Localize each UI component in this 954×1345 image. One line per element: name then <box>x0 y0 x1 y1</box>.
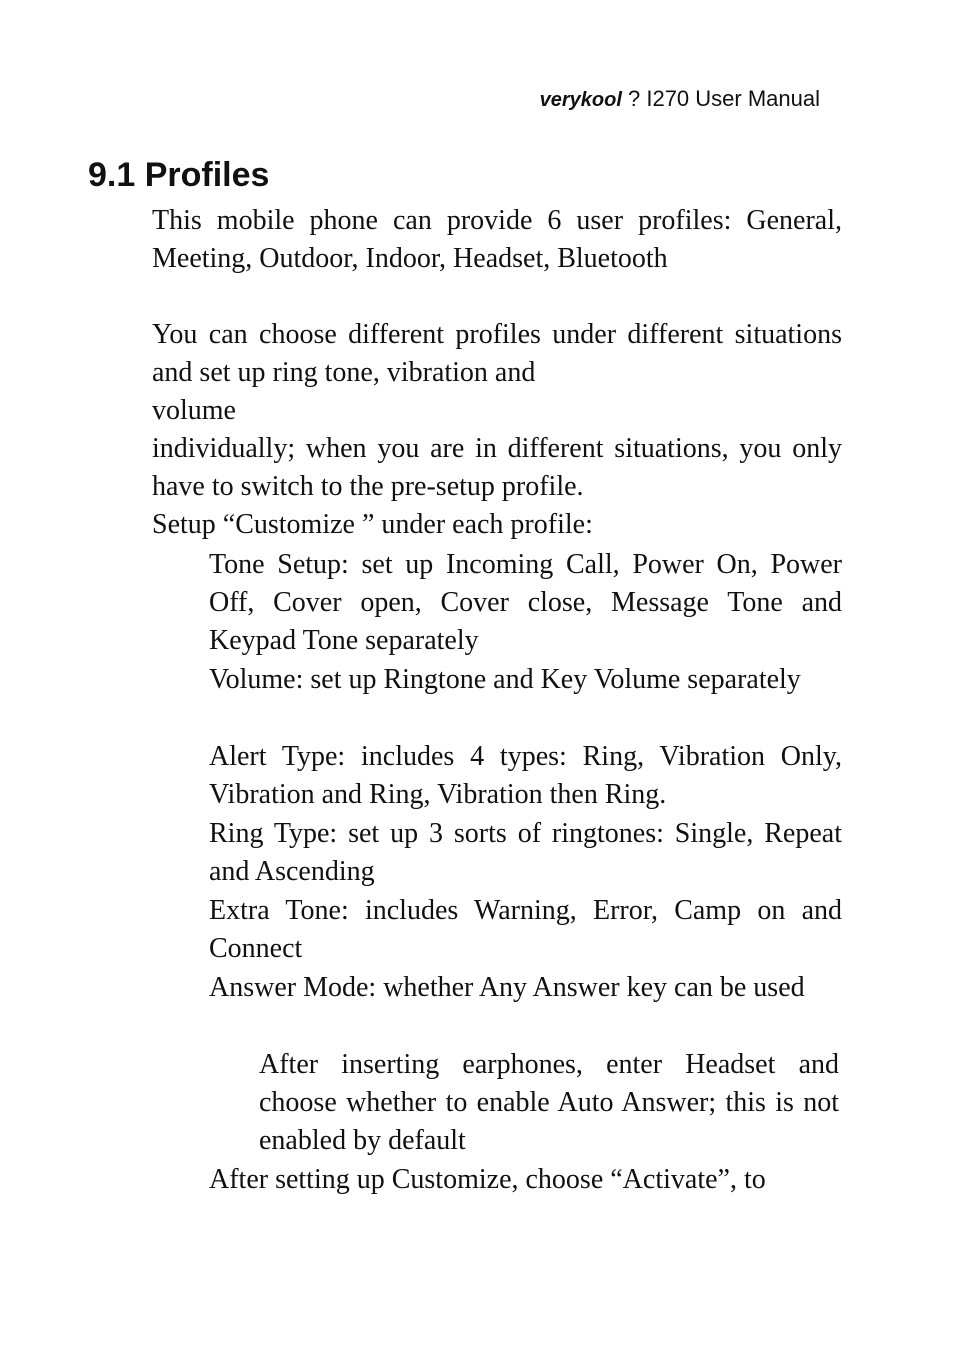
volume-line: volume <box>152 395 236 426</box>
list-item-extra-tone: Extra Tone: includes Warning, Error, Camp on and Connect <box>209 895 842 964</box>
list-item-ring-type: Ring Type: set up 3 sorts of ringtones: Single, Repeat and Ascending <box>209 818 842 887</box>
section-heading: 9.1 Profiles <box>88 156 270 194</box>
list-item-alert-type: Alert Type: includes 4 types: Ring, Vibration Only, Vibration and Ring, Vibration then Ring. <box>209 741 842 810</box>
choose-paragraph: You can choose different profiles under different situations and set up ring tone, vibration and <box>152 319 842 388</box>
intro-paragraph: This mobile phone can provide 6 user profiles: General, Meeting, Outdoor, Indoor, Headset, Bluetooth <box>152 205 842 274</box>
list-item-tone-setup: Tone Setup: set up Incoming Call, Power On, Power Off, Cover open, Cover close, Message Tone and Keypad Tone separately <box>209 549 842 656</box>
closing-paragraph: After setting up Customize, choose “Activate”, to <box>209 1164 766 1195</box>
individually-paragraph: individually; when you are in different situations, you only have to switch to the pre-setup profile. <box>152 433 842 502</box>
brand-name: verykool <box>539 89 622 111</box>
customize-intro: Setup “Customize ” under each profile: <box>152 509 593 540</box>
headset-note: After inserting earphones, enter Headset and choose whether to enable Auto Answer; this is not enabled by default <box>259 1049 839 1156</box>
list-item-answer-mode: Answer Mode: whether Any Answer key can be used <box>209 972 805 1003</box>
list-item-volume: Volume: set up Ringtone and Key Volume separately <box>209 664 801 695</box>
manual-title: ? I270 User Manual <box>628 86 820 111</box>
page-header <box>0 86 820 112</box>
